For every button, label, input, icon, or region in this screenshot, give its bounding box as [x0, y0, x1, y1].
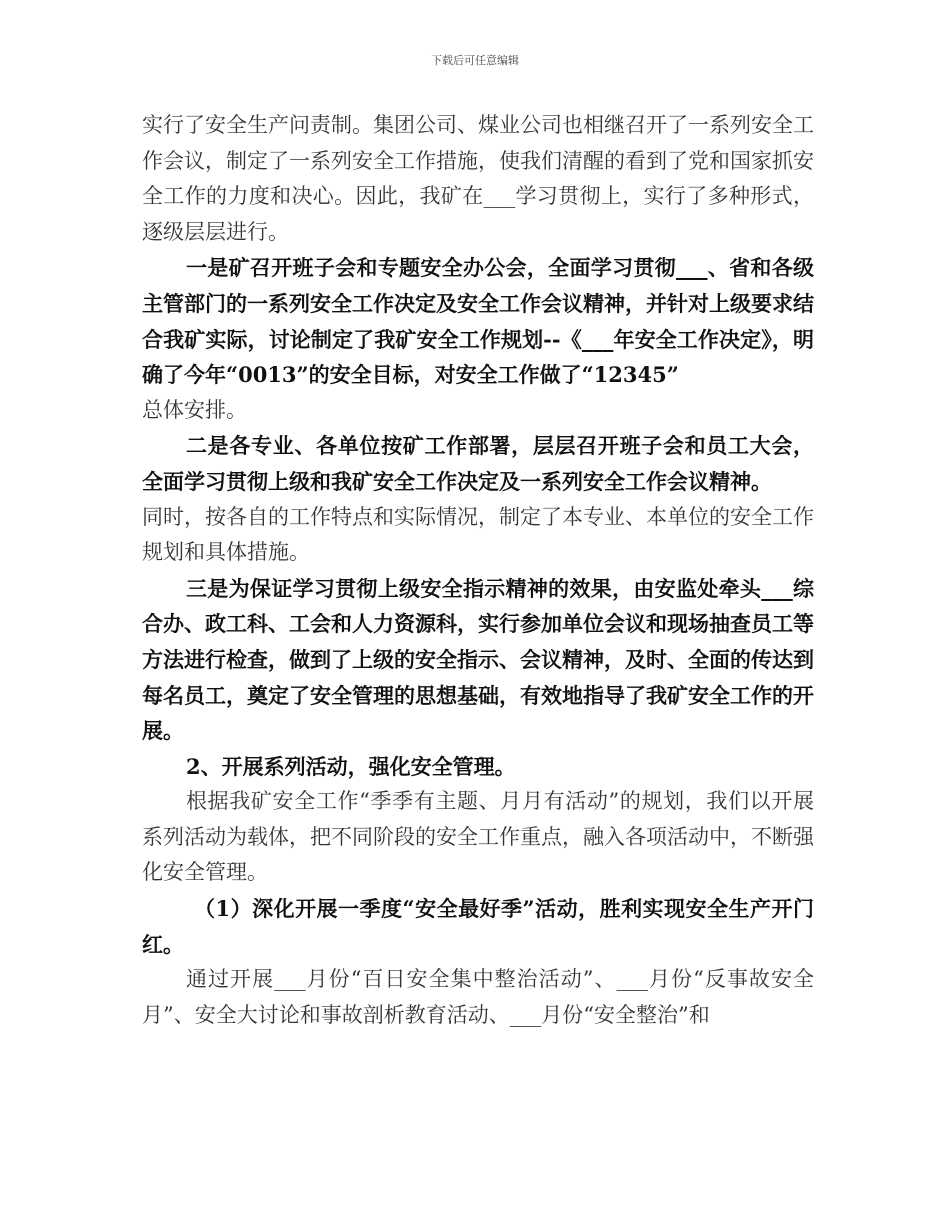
paragraph-point-two-detail: 同时，按各自的工作特点和实际情况，制定了本专业、本单位的安全工作规划和具体措施。	[142, 504, 814, 565]
subsection-heading-q1: （1）深化开展一季度“安全最好季”活动，胜利实现安全生产开门红。	[142, 896, 814, 957]
section-heading-activities: 2、开展系列活动，强化安全管理。	[186, 753, 516, 779]
paragraph-q1-detail: 通过开展___月份“百日安全集中整治活动”、___月份“反事故安全月”、安全大讨论和事故剖析教育活动、___月份“安全整治”和	[142, 967, 814, 1027]
paragraph-activities: 根据我矿安全工作“季季有主题、月月有活动”的规划，我们以开展系列活动为载体，把不同阶段的安全工作重点，融入各项活动中，不断强化安全管理。	[142, 789, 814, 885]
document-body	[142, 108, 814, 1033]
paragraph-intro: 实行了安全生产问责制。集团公司、煤业公司也相继召开了一系列安全工作会议，制定了一系列安全工作措施，使我们清醒的看到了党和国家抓安全工作的力度和决心。因此，我矿在___学习贯彻上，实行了多种形式，逐级层层进行。	[142, 113, 814, 244]
paragraph-point-two: 二是各专业、各单位按矿工作部署，层层召开班子会和员工大会，全面学习贯彻上级和我矿安全工作决定及一系列安全工作会议精神。	[142, 433, 814, 494]
paragraph-point-three: 三是为保证学习贯彻上级安全指示精神的效果，由安监处牵头___综合办、政工科、工会和人力资源科，实行参加单位会议和现场抽查员工等方法进行检查，做到了上级的安全指示、会议精神，及时、全面的传达到每名员工，奠定了安全管理的思想基础，有效地指导了我矿安全工作的开展。	[142, 575, 814, 744]
paragraph-point-one-tail: 总体安排。	[142, 397, 247, 422]
page-header-note: 下载后可任意编辑	[431, 54, 519, 67]
paragraph-point-one: 一是矿召开班子会和专题安全办公会，全面学习贯彻___、省和各级主管部门的一系列安全工作决定及安全工作会议精神，并针对上级要求结合我矿实际，讨论制定了我矿安全工作规划--《___年安全工作决定》，明确了今年“0013”的安全目标，对安全工作做了“12345”	[142, 255, 814, 388]
